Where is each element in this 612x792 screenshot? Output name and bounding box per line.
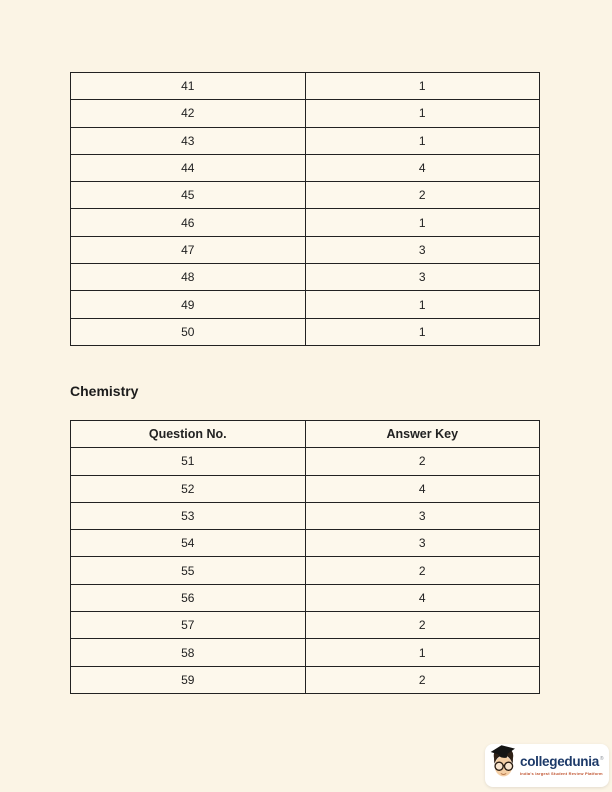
table-row <box>71 318 540 345</box>
question-cell: 41 <box>71 73 306 100</box>
question-cell: 59 <box>71 666 306 693</box>
answer-cell: 2 <box>305 557 540 584</box>
logo-tagline-text: India's largest Student Review Platform <box>520 770 603 776</box>
answer-cell: 3 <box>305 264 540 291</box>
answer-cell: 4 <box>305 584 540 611</box>
table-row <box>71 73 540 100</box>
question-cell: 51 <box>71 448 306 475</box>
table-row <box>71 100 540 127</box>
section-heading-chemistry: Chemistry <box>70 383 139 399</box>
logo-text-block <box>520 755 604 776</box>
question-cell: 47 <box>71 236 306 263</box>
question-cell: 50 <box>71 318 306 345</box>
table-row <box>71 209 540 236</box>
question-cell: 42 <box>71 100 306 127</box>
logo-brand-text: collegedunia <box>520 754 599 770</box>
question-cell: 55 <box>71 557 306 584</box>
answer-cell: 1 <box>305 209 540 236</box>
answer-cell: 3 <box>305 236 540 263</box>
table-row <box>71 639 540 666</box>
answer-key-table-chemistry <box>70 420 540 694</box>
question-cell: 56 <box>71 584 306 611</box>
table-row <box>71 448 540 475</box>
table-row <box>71 475 540 502</box>
question-cell: 48 <box>71 264 306 291</box>
question-cell: 43 <box>71 127 306 154</box>
answer-cell: 3 <box>305 530 540 557</box>
question-cell: 49 <box>71 291 306 318</box>
answer-cell: 2 <box>305 182 540 209</box>
table-row <box>71 557 540 584</box>
table-row <box>71 612 540 639</box>
table-row <box>71 127 540 154</box>
question-cell: 57 <box>71 612 306 639</box>
question-cell: 52 <box>71 475 306 502</box>
answer-cell: 1 <box>305 127 540 154</box>
answer-key-table-top <box>70 72 540 346</box>
answer-cell: 2 <box>305 666 540 693</box>
question-cell: 46 <box>71 209 306 236</box>
answer-cell: 1 <box>305 100 540 127</box>
table-row <box>71 264 540 291</box>
question-column-header: Question No. <box>71 421 306 448</box>
table-row <box>71 236 540 263</box>
question-cell: 45 <box>71 182 306 209</box>
table-row <box>71 154 540 181</box>
answer-cell: 1 <box>305 318 540 345</box>
answer-cell: 4 <box>305 475 540 502</box>
registered-trademark-icon: ® <box>599 756 604 763</box>
answer-cell: 1 <box>305 73 540 100</box>
table-row <box>71 291 540 318</box>
table-row <box>71 502 540 529</box>
collegedunia-mascot-icon <box>490 743 517 785</box>
question-cell: 53 <box>71 502 306 529</box>
answer-cell: 3 <box>305 502 540 529</box>
answer-cell: 1 <box>305 639 540 666</box>
question-cell: 44 <box>71 154 306 181</box>
table-row <box>71 530 540 557</box>
question-cell: 58 <box>71 639 306 666</box>
answer-cell: 4 <box>305 154 540 181</box>
answer-cell: 2 <box>305 448 540 475</box>
table-header-row <box>71 421 540 448</box>
table-row <box>71 584 540 611</box>
answer-column-header: Answer Key <box>305 421 540 448</box>
table-row <box>71 666 540 693</box>
answer-cell: 1 <box>305 291 540 318</box>
collegedunia-logo[interactable] <box>485 744 609 787</box>
answer-cell: 2 <box>305 612 540 639</box>
table-row <box>71 182 540 209</box>
question-cell: 54 <box>71 530 306 557</box>
